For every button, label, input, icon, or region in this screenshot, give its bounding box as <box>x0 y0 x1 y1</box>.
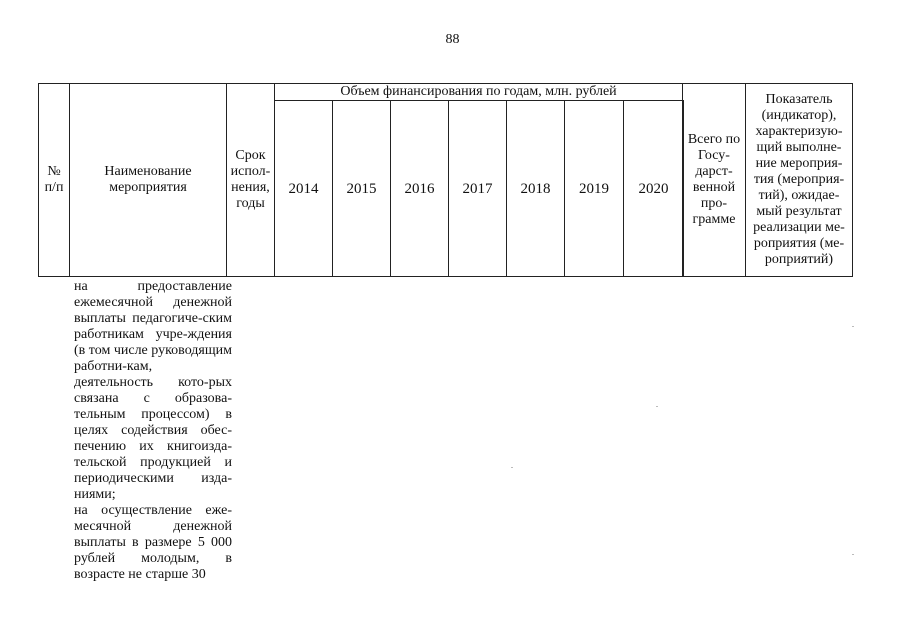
header-funding-label: Объем финансирования по годам, млн. рублей <box>340 84 617 99</box>
header-cell-number <box>38 83 70 277</box>
header-term-label: Срок испол- нения, годы <box>230 148 271 211</box>
scan-speck <box>511 467 513 468</box>
header-cell-term <box>226 83 275 277</box>
header-indicator-label: Показатель (индикатор), характеризую- щий выполне- ние мероприя- тия (мероприя- тий), ожидае- мый результат реализации ме- роприятия (ме- роприятий) <box>753 92 845 267</box>
event-description-paragraph-1: на предоставление ежемесячной денежной выплаты педагогиче-ским работникам учре-ждения (в том числе руководящим работни-кам, деятельность кото-рых связана с образова-тельным процессом) в целях содействия обес-печению их книгоизда-тельской продукцией и периодическими изда-ниями; <box>74 279 232 502</box>
header-cell-year-2015: 2015 <box>332 100 391 277</box>
event-description-paragraph-2: на осуществление еже-месячной денежной выплаты в размере 5 000 рублей молодым, в возрасте не старше 30 <box>74 503 232 582</box>
header-cell-name <box>69 83 227 277</box>
scan-speck <box>852 326 854 327</box>
header-name-label: Наименование мероприятия <box>104 164 192 195</box>
header-cell-indicator <box>745 83 853 277</box>
header-number-label: № п/п <box>44 164 64 195</box>
header-cell-year-2020: 2020 <box>623 100 684 277</box>
header-cell-year-2019: 2019 <box>564 100 624 277</box>
header-cell-year-2018: 2018 <box>506 100 565 277</box>
event-description <box>74 279 232 583</box>
header-total-label: Всего по Госу- дарст- венной про- грамме <box>687 132 741 227</box>
header-cell-year-2017: 2017 <box>448 100 507 277</box>
scan-speck <box>852 554 854 555</box>
scan-speck <box>656 406 658 407</box>
header-cell-funding-group <box>274 83 683 101</box>
header-cell-year-2014: 2014 <box>274 100 333 277</box>
page-number: 88 <box>445 32 460 47</box>
header-cell-year-2016: 2016 <box>390 100 449 277</box>
header-cell-total <box>682 83 746 277</box>
